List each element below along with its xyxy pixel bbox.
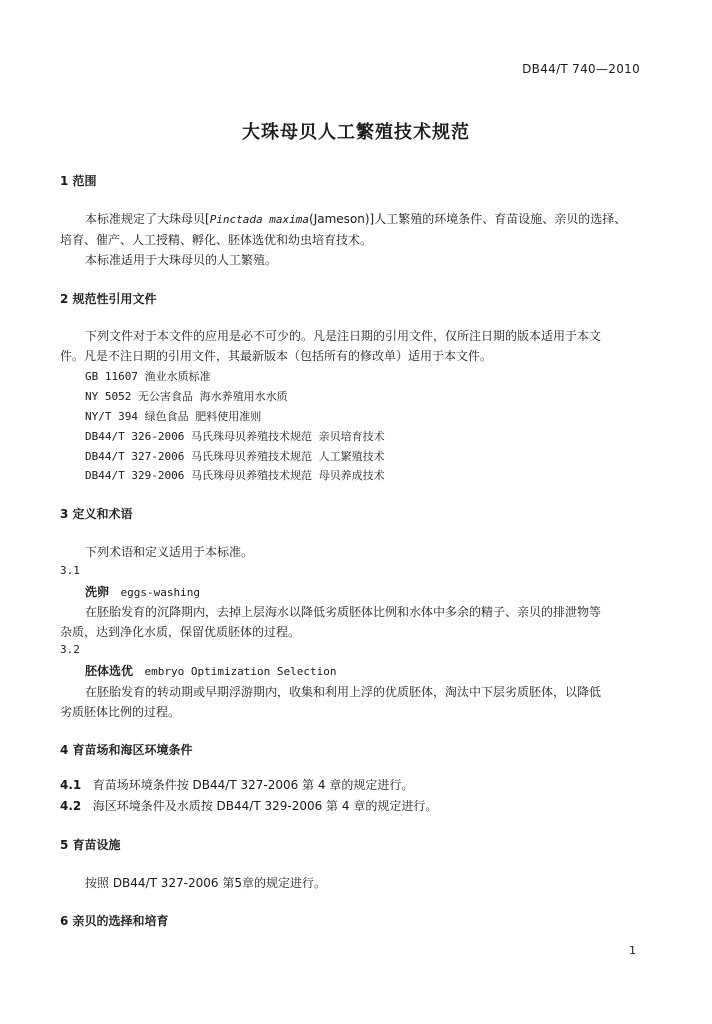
term-chinese: 胚体选优 — [85, 664, 134, 678]
section-4-heading: 4 育苗场和海区环境条件 — [60, 743, 193, 757]
clause-text: 海区环境条件及水质按 DB44/T 329-2006 第 4 章的规定进行。 — [92, 799, 438, 813]
term-number: 3.2 — [60, 643, 80, 656]
reference-item: NY/T 394 绿色食品 肥料使用准则 — [85, 410, 262, 423]
clause-number: 4.2 — [60, 799, 82, 813]
section-2-para-1-cont: 件。凡是不注日期的引用文件，其最新版本（包括所有的修改单）适用于本文件。 — [60, 349, 493, 363]
section-5-heading: 5 育苗设施 — [60, 838, 121, 852]
term-chinese: 洗卵 — [85, 585, 110, 599]
section-1-para-1-cont: 培育、催产、人工授精、孵化、胚体选优和幼虫培育技术。 — [60, 233, 373, 247]
clause-4-2 — [60, 797, 437, 814]
clause-text: 育苗场环境条件按 DB44/T 327-2006 第 4 章的规定进行。 — [92, 778, 414, 792]
section-3-heading: 3 定义和术语 — [60, 507, 133, 521]
section-2-para-1: 下列文件对于本文件的应用是必不可少的。凡是注日期的引用文件，仅所注日期的版本适用于本文 — [85, 329, 602, 343]
term-english: eggs-washing — [120, 586, 200, 599]
section-5-para-1: 按照 DB44/T 327-2006 第5章的规定进行。 — [85, 876, 326, 890]
section-1-para-1 — [85, 210, 626, 227]
standard-number: DB44/T 740—2010 — [522, 62, 640, 76]
clause-number: 4.1 — [60, 778, 82, 792]
text-run: 本标准规定了大珠母贝[ — [85, 212, 210, 226]
section-1-para-2: 本标准适用于大珠母贝的人工繁殖。 — [85, 253, 278, 267]
section-3-intro: 下列术语和定义适用于本标准。 — [85, 545, 254, 559]
reference-item: DB44/T 329-2006 马氏珠母贝养殖技术规范 母贝养成技术 — [85, 469, 385, 482]
reference-item: DB44/T 326-2006 马氏珠母贝养殖技术规范 亲贝培育技术 — [85, 430, 385, 443]
section-2-heading: 2 规范性引用文件 — [60, 292, 157, 306]
section-1-heading: 1 范围 — [60, 174, 97, 188]
term-definition: 在胚胎发育的转动期或早期浮游期内，收集和利用上浮的优质胚体，淘汰中下层劣质胚体，以降低 — [85, 685, 602, 699]
term-number: 3.1 — [60, 564, 80, 577]
term-heading — [85, 662, 337, 679]
clause-4-1 — [60, 776, 413, 793]
term-definition-cont: 杂质，达到净化水质，保留优质胚体的过程。 — [60, 625, 301, 639]
term-definition-cont: 劣质胚体比例的过程。 — [60, 705, 181, 719]
reference-item: DB44/T 327-2006 马氏珠母贝养殖技术规范 人工繁殖技术 — [85, 450, 385, 463]
text-run: (Jameson)]人工繁殖的环境条件、育苗设施、亲贝的选择、 — [309, 212, 627, 226]
term-definition: 在胚胎发育的沉降期内，去掉上层海水以降低劣质胚体比例和水体中多余的精子、亲贝的排泄物等 — [85, 605, 602, 619]
reference-item: GB 11607 渔业水质标准 — [85, 370, 211, 383]
reference-item: NY 5052 无公害食品 海水养殖用水水质 — [85, 390, 288, 403]
term-english: embryo Optimization Selection — [144, 665, 337, 678]
term-heading — [85, 583, 200, 600]
latin-name: Pinctada maxima — [209, 213, 310, 226]
page-number: 1 — [629, 944, 636, 957]
section-6-heading: 6 亲贝的选择和培育 — [60, 914, 169, 928]
document-title: 大珠母贝人工繁殖技术规范 — [242, 122, 470, 143]
